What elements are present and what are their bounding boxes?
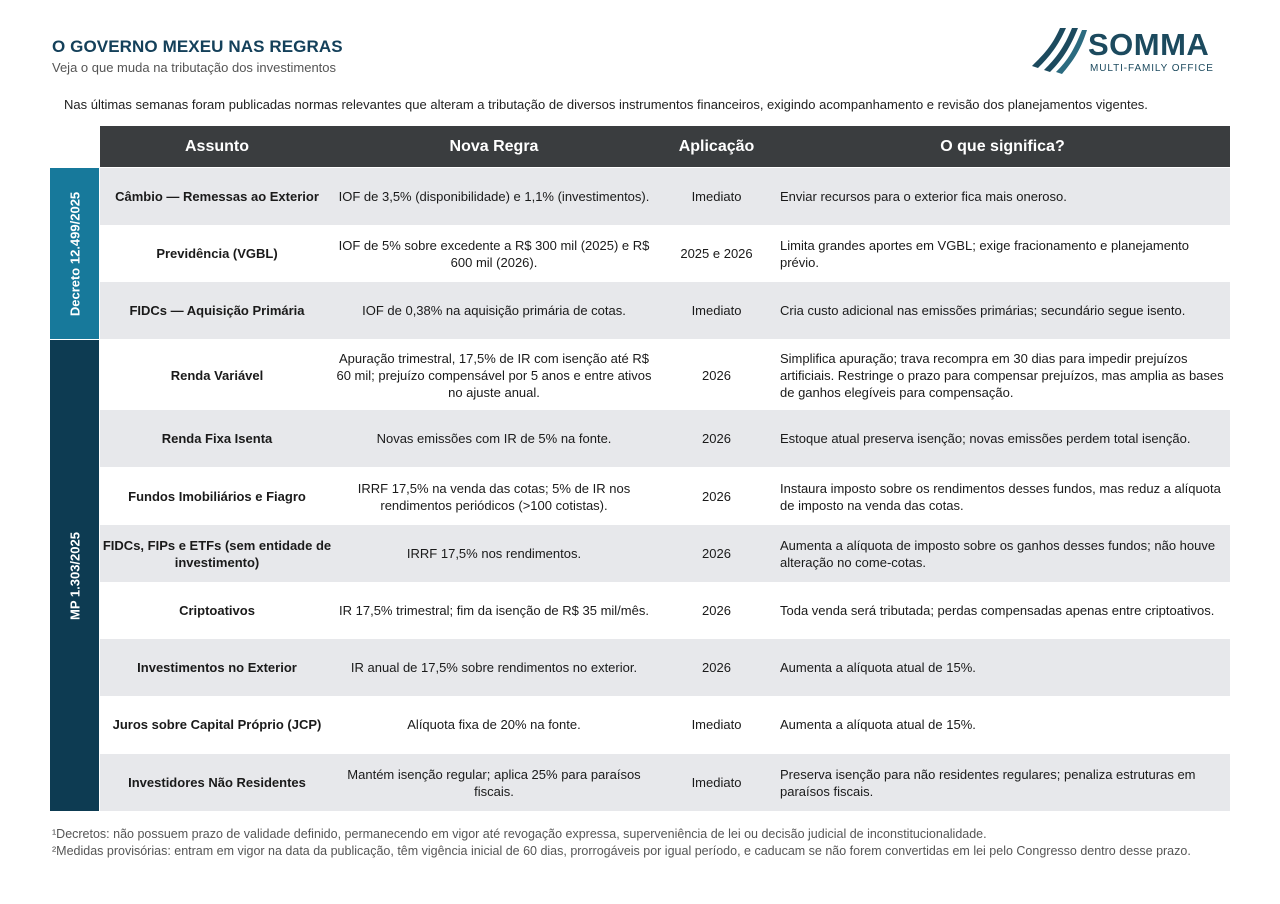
cell-nova-regra: IRRF 17,5% na venda das cotas; 5% de IR nos rendimentos periódicos (>100 cotistas). xyxy=(357,480,631,513)
cell-aplicacao: 2026 xyxy=(702,603,731,618)
cell-aplicacao: Imediato xyxy=(691,303,742,318)
cell-o-que-significa: Toda venda será tributada; perdas compensadas apenas entre criptoativos. xyxy=(780,603,1215,618)
cell-o-que-significa: Preserva isenção para não residentes regulares; penaliza estruturas em paraísos fiscais. xyxy=(780,766,1196,799)
cell-nova-regra: Mantém isenção regular; aplica 25% para paraísos fiscais. xyxy=(347,766,641,799)
cell-assunto: Criptoativos xyxy=(179,603,255,618)
cell-aplicacao: Imediato xyxy=(691,717,742,732)
logo-tagline: MULTI-FAMILY OFFICE xyxy=(1090,63,1214,74)
group-label: Decreto 12.499/2025 xyxy=(67,191,82,316)
cell-o-que-significa: Cria custo adicional nas emissões primárias; secundário segue isento. xyxy=(780,303,1186,318)
somma-logo-mark-icon xyxy=(1030,24,1090,76)
table-row xyxy=(100,582,1230,639)
cell-aplicacao: 2026 xyxy=(702,489,731,504)
group-label: MP 1.303/2025 xyxy=(67,531,82,620)
cell-aplicacao: 2026 xyxy=(702,660,731,675)
cell-assunto: Investidores Não Residentes xyxy=(128,775,306,790)
cell-assunto: Juros sobre Capital Próprio (JCP) xyxy=(112,717,322,732)
page-subtitle: Veja o que muda na tributação dos investimentos xyxy=(52,60,337,75)
cell-assunto: Fundos Imobiliários e Fiagro xyxy=(128,489,306,504)
table-row xyxy=(100,168,1230,225)
cell-aplicacao: 2026 xyxy=(702,431,731,446)
cell-o-que-significa: Aumenta a alíquota atual de 15%. xyxy=(780,660,976,675)
footnotes xyxy=(52,826,1242,860)
cell-nova-regra: IR anual de 17,5% sobre rendimentos no exterior. xyxy=(350,660,638,675)
table-row xyxy=(100,639,1230,696)
footnote-medidas-provisorias: ²Medidas provisórias: entram em vigor na data da publicação, têm vigência inicial de 60 dias, prorrogáveis por igual período, e caducam se não forem convertidas em lei pelo Congresso dentro desse prazo. xyxy=(52,844,1191,858)
cell-assunto: Renda Fixa Isenta xyxy=(161,431,273,446)
cell-aplicacao: 2025 e 2026 xyxy=(680,246,753,261)
table-row xyxy=(100,225,1230,282)
table-row xyxy=(100,410,1230,467)
cell-nova-regra: IOF de 5% sobre excedente a R$ 300 mil (2025) e R$ 600 mil (2026). xyxy=(338,237,650,270)
cell-nova-regra: Apuração trimestral, 17,5% de IR com isenção até R$ 60 mil; prejuízo compensável por 5 anos e entre ativos no ajuste anual. xyxy=(336,350,652,400)
somma-logo xyxy=(1030,24,1230,76)
footnote-decretos: ¹Decretos: não possuem prazo de validade definido, permanecendo em vigor até revogação expressa, superveniência de lei ou decisão judicial de inconstitucionalidade. xyxy=(52,827,987,841)
header-nova-regra: Nova Regra xyxy=(449,138,539,155)
table-row xyxy=(100,525,1230,582)
cell-nova-regra: IOF de 3,5% (disponibilidade) e 1,1% (investimentos). xyxy=(338,189,650,204)
table-row xyxy=(100,340,1230,410)
cell-o-que-significa: Limita grandes aportes em VGBL; exige fracionamento e planejamento prévio. xyxy=(780,237,1190,270)
cell-nova-regra: IR 17,5% trimestral; fim da isenção de R$ 35 mil/mês. xyxy=(339,603,649,618)
cell-o-que-significa: Enviar recursos para o exterior fica mais oneroso. xyxy=(780,189,1067,204)
table-row xyxy=(100,696,1230,753)
cell-assunto: FIDCs, FIPs e ETFs (sem entidade de investimento) xyxy=(102,537,332,570)
logo-wordmark: SOMMA xyxy=(1088,27,1210,62)
cell-aplicacao: 2026 xyxy=(702,367,731,383)
cell-aplicacao: Imediato xyxy=(691,189,742,204)
cell-assunto: Previdência (VGBL) xyxy=(156,246,278,261)
cell-o-que-significa: Aumenta a alíquota atual de 15%. xyxy=(780,717,976,732)
cell-o-que-significa: Simplifica apuração; trava recompra em 30 dias para impedir prejuízos artificiais. Restringe o prazo para compensar prejuízos, mas amplia as bases de ganhos elegíveis para compensação. xyxy=(780,350,1224,400)
table-header xyxy=(100,126,1230,167)
table-row xyxy=(100,468,1230,525)
cell-nova-regra: IOF de 0,38% na aquisição primária de cotas. xyxy=(362,303,626,318)
cell-nova-regra: Novas emissões com IR de 5% na fonte. xyxy=(376,431,612,446)
cell-nova-regra: Alíquota fixa de 20% na fonte. xyxy=(407,717,581,732)
cell-o-que-significa: Instaura imposto sobre os rendimentos desses fundos, mas reduz a alíquota de imposto na venda das cotas. xyxy=(780,480,1221,513)
cell-o-que-significa: Aumenta a alíquota de imposto sobre os ganhos desses fundos; não houve alteração no come-cotas. xyxy=(780,537,1216,570)
cell-assunto: FIDCs — Aquisição Primária xyxy=(129,303,305,318)
header-o-que-significa: O que significa? xyxy=(940,138,1065,155)
cell-nova-regra: IRRF 17,5% nos rendimentos. xyxy=(406,546,582,561)
cell-o-que-significa: Estoque atual preserva isenção; novas emissões perdem total isenção. xyxy=(780,431,1191,446)
group-mp xyxy=(50,340,99,811)
cell-assunto: Renda Variável xyxy=(170,367,264,383)
cell-aplicacao: Imediato xyxy=(691,775,742,790)
header-aplicacao: Aplicação xyxy=(678,138,755,155)
page-title: O GOVERNO MEXEU NAS REGRAS xyxy=(52,37,343,56)
table-row xyxy=(100,282,1230,339)
table-row xyxy=(100,754,1230,811)
cell-assunto: Câmbio — Remessas ao Exterior xyxy=(115,189,319,204)
intro-text: Nas últimas semanas foram publicadas normas relevantes que alteram a tributação de diversos instrumentos financeiros, exigindo acompanhamento e revisão dos planejamentos vigentes. xyxy=(64,97,1148,112)
cell-assunto: Investimentos no Exterior xyxy=(137,660,297,675)
header-assunto: Assunto xyxy=(185,138,249,155)
group-decreto xyxy=(50,168,99,339)
cell-aplicacao: 2026 xyxy=(702,546,731,561)
